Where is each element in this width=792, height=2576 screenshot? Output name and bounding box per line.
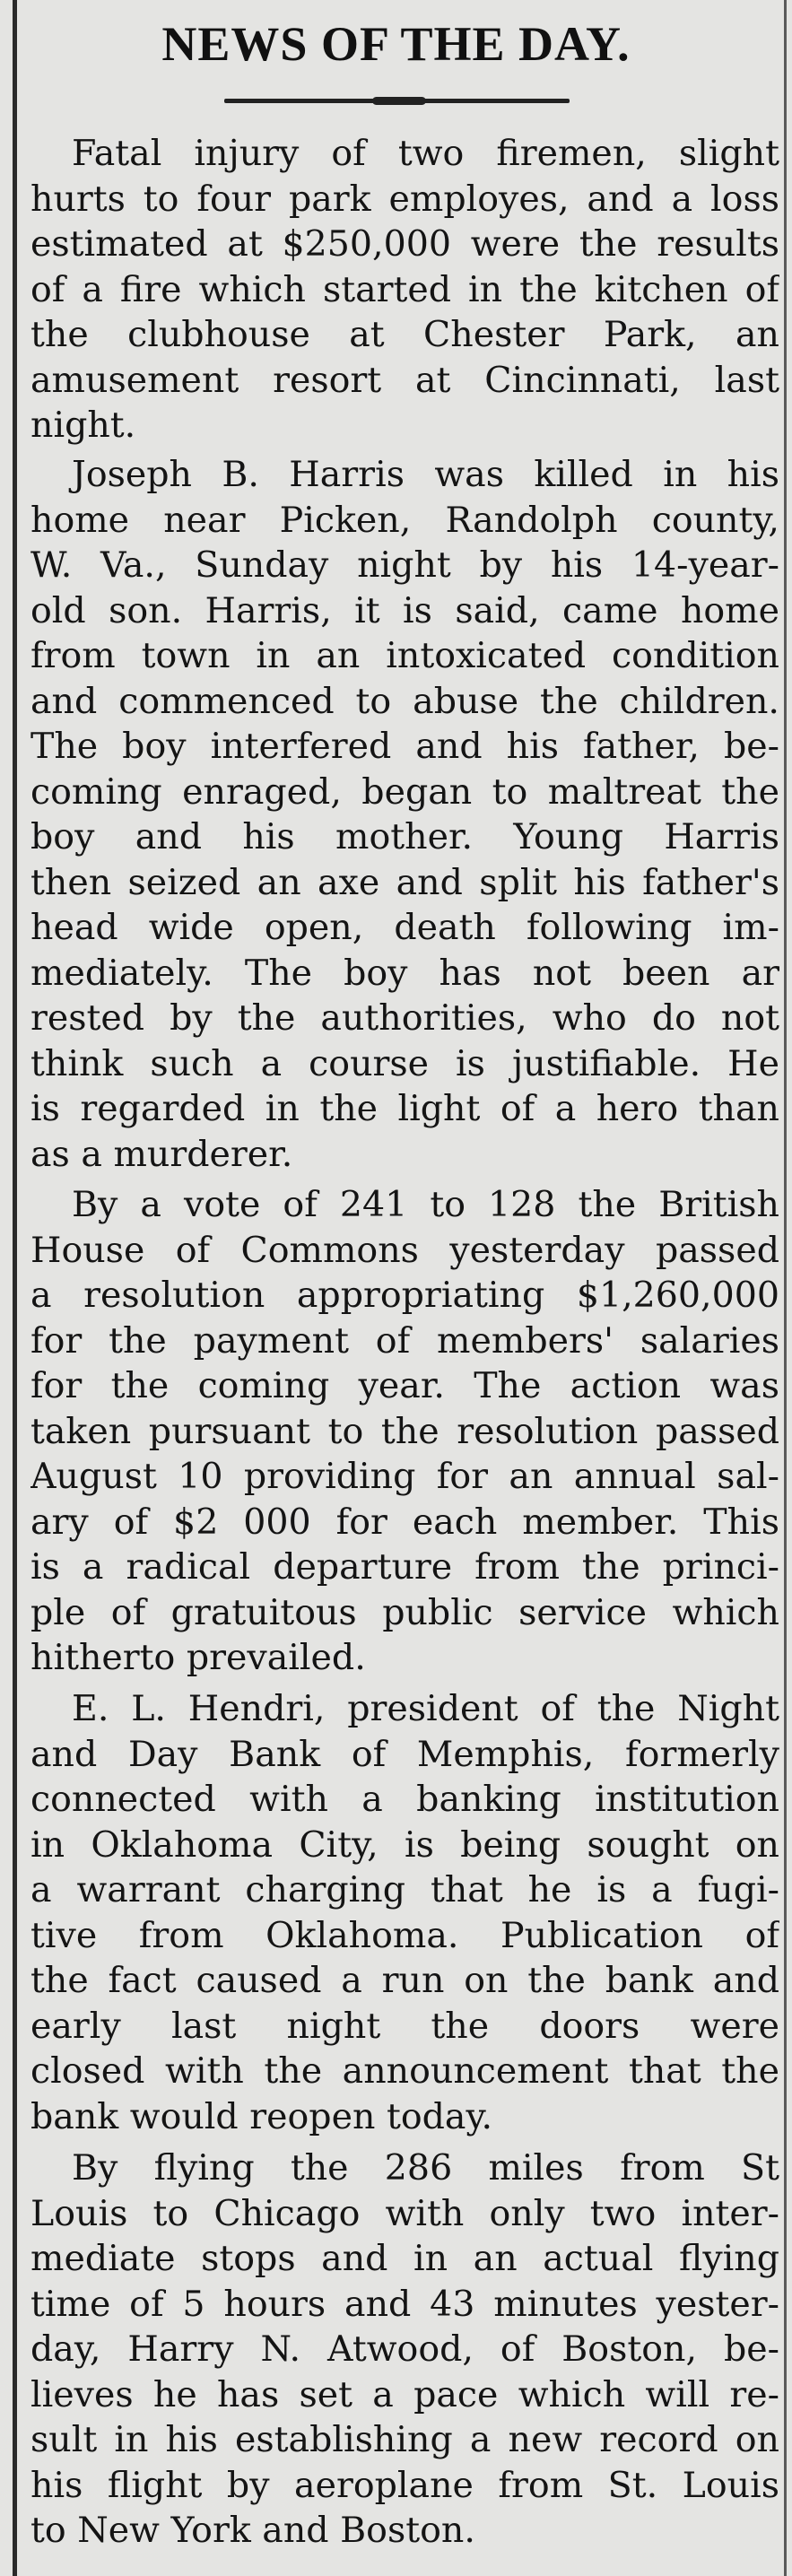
article-line: taken pursuant to the resolution passed: [30, 1410, 779, 1452]
article-line: connected with a banking institution: [30, 1779, 779, 1820]
article-line: for the payment of members' salaries: [30, 1319, 779, 1362]
article-line: By a vote of 241 to 128 the British: [72, 1184, 779, 1225]
article-line: By flying the 286 miles from St: [72, 2147, 779, 2189]
article-line: amusement resort at Cincinnati, last: [30, 359, 779, 401]
article-line: head wide open, death following im-: [30, 907, 779, 948]
article-line: boy and his mother. Young Harris: [30, 816, 779, 857]
article-line: a warrant charging that he is a fugi-: [30, 1869, 779, 1910]
article-line: ple of gratuitous public service which: [30, 1591, 779, 1633]
article-line: coming enraged, began to maltreat the: [30, 770, 779, 813]
article-line: home near Picken, Randolph county,: [30, 499, 779, 541]
article-line: hitherto prevailed.: [30, 1637, 366, 1678]
article-line: and commenced to abuse the children.: [30, 680, 779, 722]
headline: NEWS OF THE DAY.: [161, 17, 631, 71]
article-line: closed with the announcement that the: [30, 2050, 779, 2092]
article-line: is a radical departure from the princi-: [30, 1546, 779, 1588]
article-line: Louis to Chicago with only two inter-: [30, 2192, 779, 2234]
article-line: old son. Harris, it is said, came home: [30, 589, 779, 631]
article-line: mediate stops and in an actual flying: [30, 2238, 779, 2279]
article-line: day, Harry N. Atwood, of Boston, be-: [30, 2328, 779, 2370]
article-line: early last night the doors were: [30, 2005, 779, 2047]
article-line: the clubhouse at Chester Park, an: [30, 314, 779, 355]
article-line: mediately. The boy has not been ar: [30, 952, 779, 994]
article-line: estimated at $250,000 were the results: [30, 223, 779, 265]
article-line: as a murderer.: [30, 1133, 293, 1175]
article-line: time of 5 hours and 43 minutes yester-: [30, 2283, 779, 2325]
article-line: to New York and Boston.: [30, 2510, 475, 2551]
article-line: and Day Bank of Memphis, formerly: [30, 1733, 779, 1775]
article-line: a resolution appropriating $1,260,000: [30, 1275, 779, 1316]
article-harris-killed: [30, 452, 779, 1177]
article-line: sult in his establishing a new record on: [30, 2419, 779, 2460]
article-line: hurts to four park employes, and a loss: [30, 178, 779, 220]
article-line: W. Va., Sunday night by his 14-year-: [30, 544, 779, 586]
article-line: August 10 providing for an annual sal-: [30, 1456, 779, 1497]
article-atwood-flight: [30, 2145, 779, 2554]
article-hendri-bank: [30, 1686, 779, 2139]
article-line: ary of $2 000 for each member. This: [30, 1501, 779, 1543]
article-line: of a fire which started in the kitchen of: [30, 268, 779, 310]
article-line: The boy interfered and his father, be-: [30, 726, 779, 767]
article-line: think such a course is justifiable. He: [30, 1042, 779, 1084]
article-line: in Oklahoma City, is being sought on: [30, 1823, 779, 1866]
article-line: is regarded in the light of a hero than: [30, 1088, 779, 1129]
article-line: for the coming year. The action was: [30, 1365, 779, 1406]
article-line: Fatal injury of two firemen, slight: [72, 133, 779, 174]
article-line: his flight by aeroplane from St. Louis: [30, 2464, 779, 2506]
article-line: E. L. Hendri, president of the Night: [72, 1688, 779, 1729]
article-line: House of Commons yesterday passed: [30, 1229, 779, 1271]
article-line: lieves he has set a pace which will re-: [30, 2373, 779, 2415]
article-line: rested by the authorities, who do not: [30, 997, 779, 1039]
headline-divider: [224, 99, 570, 103]
article-line: then seized an axe and split his father's: [30, 861, 779, 903]
article-line: from town in an intoxicated condition: [30, 635, 779, 676]
article-line: bank would reopen today.: [30, 2095, 493, 2137]
article-line: the fact caused a run on the bank and: [30, 1960, 779, 2001]
article-line: night.: [30, 405, 136, 446]
article-house-of-commons: [30, 1182, 779, 1681]
column-rule-left: [13, 0, 17, 2576]
column-rule-right: [784, 0, 787, 2576]
article-fire-chester-park: [30, 131, 779, 448]
article-line: Joseph B. Harris was killed in his: [72, 454, 779, 495]
article-line: tive from Oklahoma. Publication of: [30, 1914, 779, 1956]
